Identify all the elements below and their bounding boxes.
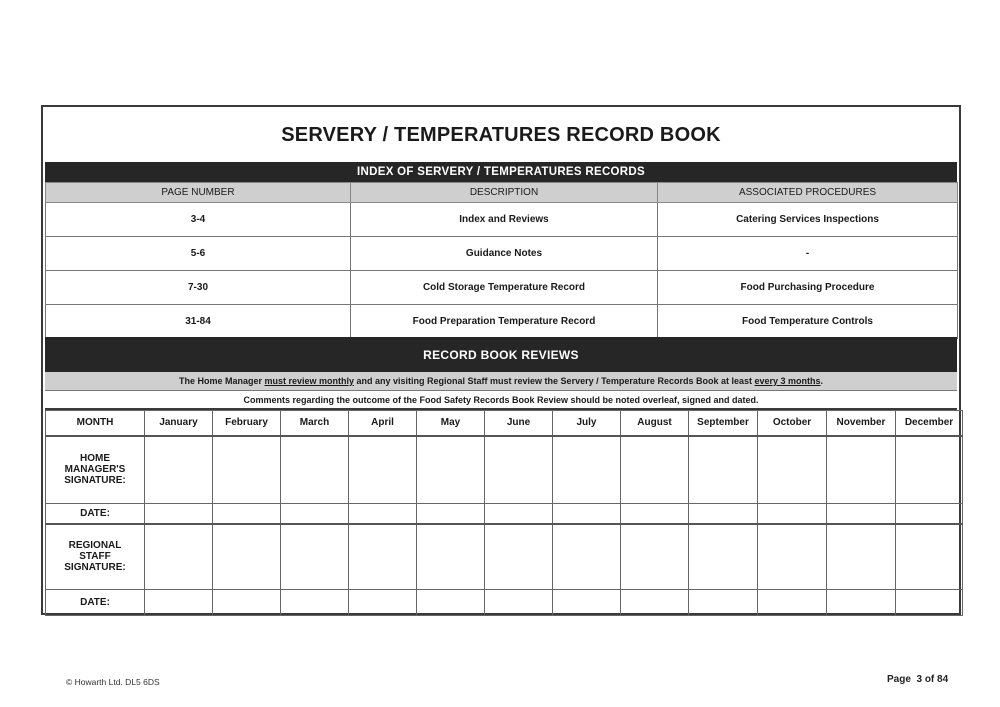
reviews-heading: RECORD BOOK REVIEWS	[45, 337, 957, 372]
signature-cell[interactable]	[417, 436, 485, 504]
table-row	[46, 305, 958, 339]
signature-cell[interactable]	[349, 436, 417, 504]
signature-cell[interactable]	[485, 436, 553, 504]
instruction-emphasis-quarterly: every 3 months	[754, 376, 821, 386]
month-april: April	[349, 411, 417, 436]
index-heading: INDEX OF SERVERY / TEMPERATURES RECORDS	[45, 162, 957, 182]
page-number-cell: 7-30	[46, 271, 351, 305]
table-row	[46, 271, 958, 305]
procedure-cell: Catering Services Inspections	[658, 203, 958, 237]
regional-staff-signature-label	[46, 524, 145, 590]
page-word: Page	[887, 674, 911, 685]
description-cell: Index and Reviews	[351, 203, 658, 237]
date-cell[interactable]	[758, 504, 827, 524]
page-number-cell: 31-84	[46, 305, 351, 339]
label-line: REGIONAL	[68, 540, 122, 552]
home-manager-signature-row	[46, 436, 963, 504]
regional-staff-date-row	[46, 590, 963, 616]
date-cell[interactable]	[896, 504, 963, 524]
months-header-row	[46, 411, 963, 436]
date-cell[interactable]	[827, 504, 896, 524]
signature-cell[interactable]	[485, 524, 553, 590]
column-header-page-number: PAGE NUMBER	[46, 183, 351, 203]
month-february: February	[213, 411, 281, 436]
page-indicator	[887, 674, 948, 685]
signature-cell[interactable]	[553, 524, 621, 590]
copyright-notice: © Howarth Ltd. DL5 6DS	[66, 677, 160, 687]
date-cell[interactable]	[281, 504, 349, 524]
signature-cell[interactable]	[417, 524, 485, 590]
description-cell: Cold Storage Temperature Record	[351, 271, 658, 305]
column-header-associated-procedures: ASSOCIATED PROCEDURES	[658, 183, 958, 203]
date-cell[interactable]	[827, 590, 896, 616]
signature-cell[interactable]	[827, 524, 896, 590]
home-manager-signature-label	[46, 436, 145, 504]
signature-cell[interactable]	[689, 436, 758, 504]
page-number: 3	[916, 674, 923, 685]
signature-cell[interactable]	[213, 524, 281, 590]
review-instruction	[45, 372, 957, 391]
signature-cell[interactable]	[145, 436, 213, 504]
label-line: SIGNATURE:	[64, 562, 126, 574]
signature-cell[interactable]	[621, 524, 689, 590]
signature-cell[interactable]	[896, 436, 963, 504]
signature-cell[interactable]	[689, 524, 758, 590]
description-cell: Food Preparation Temperature Record	[351, 305, 658, 339]
month-january: January	[145, 411, 213, 436]
index-header-row	[46, 183, 958, 203]
signature-cell[interactable]	[281, 524, 349, 590]
month-label: MONTH	[46, 411, 145, 436]
month-december: December	[896, 411, 963, 436]
signature-cell[interactable]	[758, 524, 827, 590]
month-november: November	[827, 411, 896, 436]
month-july: July	[553, 411, 621, 436]
signature-cell[interactable]	[553, 436, 621, 504]
signature-cell[interactable]	[827, 436, 896, 504]
date-cell[interactable]	[896, 590, 963, 616]
date-cell[interactable]	[758, 590, 827, 616]
signature-cell[interactable]	[145, 524, 213, 590]
label-line: STAFF	[79, 551, 111, 563]
signature-cell[interactable]	[896, 524, 963, 590]
date-cell[interactable]	[553, 590, 621, 616]
index-table	[45, 182, 958, 339]
regional-staff-signature-row	[46, 524, 963, 590]
page-number-cell: 5-6	[46, 237, 351, 271]
table-row	[46, 203, 958, 237]
review-comments-note: Comments regarding the outcome of the Food Safety Records Book Review should be noted overleaf, signed and dated.	[45, 391, 957, 410]
date-cell[interactable]	[417, 504, 485, 524]
signature-cell[interactable]	[621, 436, 689, 504]
date-cell[interactable]	[145, 504, 213, 524]
page-total: of 84	[924, 674, 949, 685]
table-row	[46, 237, 958, 271]
record-book-frame	[41, 105, 961, 615]
date-cell[interactable]	[485, 590, 553, 616]
date-label: DATE:	[46, 590, 145, 616]
month-october: October	[758, 411, 827, 436]
month-june: June	[485, 411, 553, 436]
label-line: SIGNATURE:	[64, 475, 126, 487]
description-cell: Guidance Notes	[351, 237, 658, 271]
date-cell[interactable]	[621, 504, 689, 524]
date-cell[interactable]	[553, 504, 621, 524]
instruction-part: The Home Manager	[178, 376, 265, 386]
procedure-cell: Food Temperature Controls	[658, 305, 958, 339]
instruction-emphasis-monthly: must review monthly	[264, 376, 355, 386]
record-book-content	[45, 109, 957, 611]
date-cell[interactable]	[689, 504, 758, 524]
date-cell[interactable]	[689, 590, 758, 616]
label-line: MANAGER'S	[64, 464, 126, 476]
instruction-part: .	[820, 376, 824, 386]
date-cell[interactable]	[349, 590, 417, 616]
month-may: May	[417, 411, 485, 436]
review-signature-table	[45, 410, 963, 616]
date-cell[interactable]	[621, 590, 689, 616]
signature-cell[interactable]	[281, 436, 349, 504]
column-header-description: DESCRIPTION	[351, 183, 658, 203]
date-cell[interactable]	[213, 504, 281, 524]
date-label: DATE:	[46, 504, 145, 524]
label-line: HOME	[80, 453, 110, 465]
month-september: September	[689, 411, 758, 436]
date-cell[interactable]	[281, 590, 349, 616]
date-cell[interactable]	[485, 504, 553, 524]
signature-cell[interactable]	[213, 436, 281, 504]
instruction-part: and any visiting Regional Staff must review the Servery / Temperature Records Book at least	[354, 376, 755, 386]
home-manager-date-row	[46, 504, 963, 524]
month-august: August	[621, 411, 689, 436]
review-instruction-text	[179, 376, 823, 386]
month-march: March	[281, 411, 349, 436]
date-cell[interactable]	[349, 504, 417, 524]
procedure-cell: -	[658, 237, 958, 271]
signature-cell[interactable]	[349, 524, 417, 590]
page-title: SERVERY / TEMPERATURES RECORD BOOK	[281, 124, 721, 146]
procedure-cell: Food Purchasing Procedure	[658, 271, 958, 305]
date-cell[interactable]	[145, 590, 213, 616]
signature-cell[interactable]	[758, 436, 827, 504]
date-cell[interactable]	[213, 590, 281, 616]
date-cell[interactable]	[417, 590, 485, 616]
page-number-cell: 3-4	[46, 203, 351, 237]
